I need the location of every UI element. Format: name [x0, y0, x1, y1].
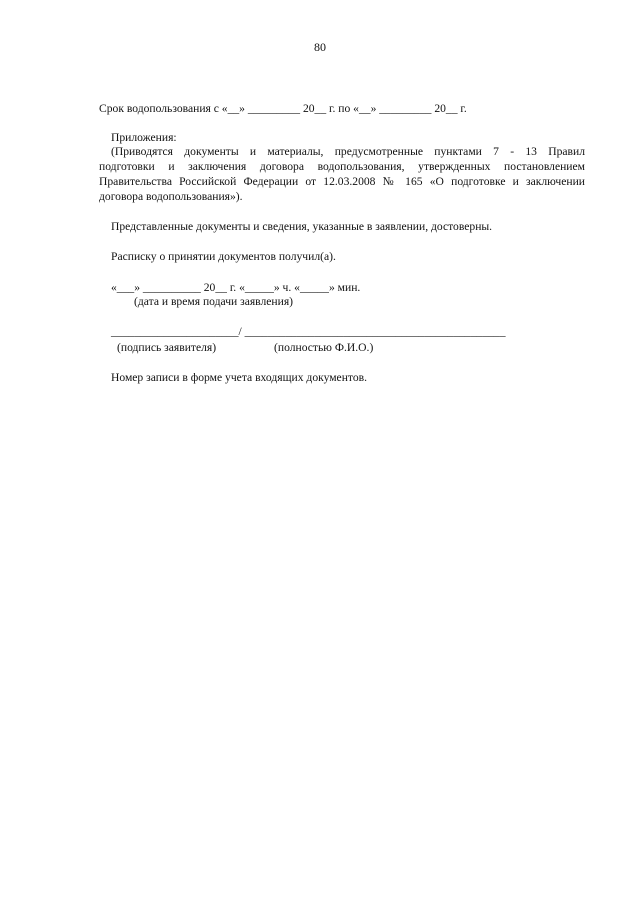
submission-date-time-line: «___» __________ 20__ г. «_____» ч. «_____» мин.	[111, 281, 361, 294]
submission-caption: (дата и время подачи заявления)	[134, 295, 294, 308]
attachments-line-1: (Приводятся документы и материалы, предусмотренные пунктами 7 - 13 Правил	[111, 145, 585, 158]
attachments-line-4: договора водопользования»).	[99, 190, 243, 203]
record-number-label: Номер записи в форме учета входящих документов.	[111, 371, 367, 384]
attachments-line-2: подготовки и заключения договора водопользования, утвержденных постановлением	[99, 160, 585, 173]
receipt-statement: Расписку о принятии документов получил(а).	[111, 250, 336, 263]
usage-term-line: Срок водопользования с «__» _________ 20__ г. по «__» _________ 20__ г.	[99, 102, 467, 115]
signature-line: ______________________/ _____________________________________________	[111, 325, 506, 338]
attachments-line-3: Правительства Российской Федерации от 12.03.2008 № 165 «О подготовке и заключении	[99, 175, 585, 188]
page-number: 80	[314, 40, 326, 54]
attachments-heading: Приложения:	[111, 131, 177, 144]
reliability-statement: Представленные документы и сведения, указанные в заявлении, достоверны.	[111, 220, 493, 233]
signature-caption: (подпись заявителя)	[117, 341, 217, 354]
full-name-caption: (полностью Ф.И.О.)	[274, 341, 374, 354]
